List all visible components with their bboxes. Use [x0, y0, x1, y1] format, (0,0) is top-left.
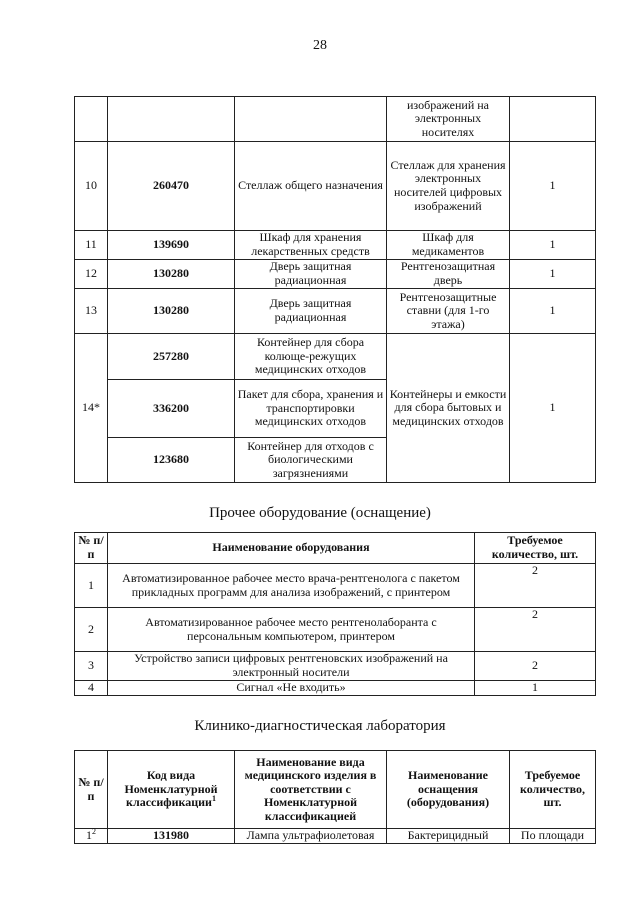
- table-row: 4 Сигнал «Не входить» 1: [75, 681, 596, 696]
- table-row: 336200 Пакет для сбора, хранения и транспортировки медицинских отходов: [75, 380, 596, 438]
- section-title-lab: Клинико-диагностическая лаборатория: [194, 718, 446, 734]
- table-row: 1 Автоматизированное рабочее место врача-рентгенолога с пакетом прикладных программ для анализа изображений, с принтером 2: [75, 564, 596, 608]
- table-row: 12 130280 Дверь защитная радиационная Рентгенозащитная дверь 1: [75, 260, 596, 289]
- group-number: 14*: [75, 334, 108, 483]
- table-row: 14* 257280 Контейнер для сбора колюще-режущих медицинских отходов Контейнеры и емкости для сбора бытовых и медицинских отходов 1: [75, 334, 596, 380]
- table-row: 11 139690 Шкаф для хранения лекарственных средств Шкаф для медикаментов 1: [75, 231, 596, 260]
- table-row: $1^2$ 131980 Лампа ультрафиолетовая Бактерицидный По площади: [75, 829, 596, 844]
- table-row: 123680 Контейнер для отходов с биологическими загрязнениями: [75, 438, 596, 483]
- lab-table: [74, 750, 596, 844]
- table-header-row: № п/п Код вида Номенклатурной классификации$^1$ Наименование вида медицинского изделия в соответствии с Номенклатурной классификацией Наименование оснащения (оборудования) Требуемое количество, шт.: [75, 751, 596, 829]
- page-number: 28: [313, 38, 327, 53]
- table-row: изображений на электронных носителях: [75, 97, 596, 142]
- equipment-table-continued: [74, 96, 596, 483]
- table-header-row: № п/п Наименование оборудования Требуемое количество, шт.: [75, 533, 596, 564]
- table-row: 10 260470 Стеллаж общего назначения Стеллаж для хранения электронных носителей цифровых изображений 1: [75, 142, 596, 231]
- table-row: 13 130280 Дверь защитная радиационная Рентгенозащитные ставни (для 1-го этажа) 1: [75, 289, 596, 334]
- table-row: 3 Устройство записи цифровых рентгеновских изображений на электронный носители 2: [75, 652, 596, 681]
- section-title-other-equipment: Прочее оборудование (оснащение): [209, 505, 431, 521]
- table-row: 2 Автоматизированное рабочее место рентгенолаборанта с персональным компьютером, принтером 2: [75, 608, 596, 652]
- other-equipment-table: [74, 532, 596, 696]
